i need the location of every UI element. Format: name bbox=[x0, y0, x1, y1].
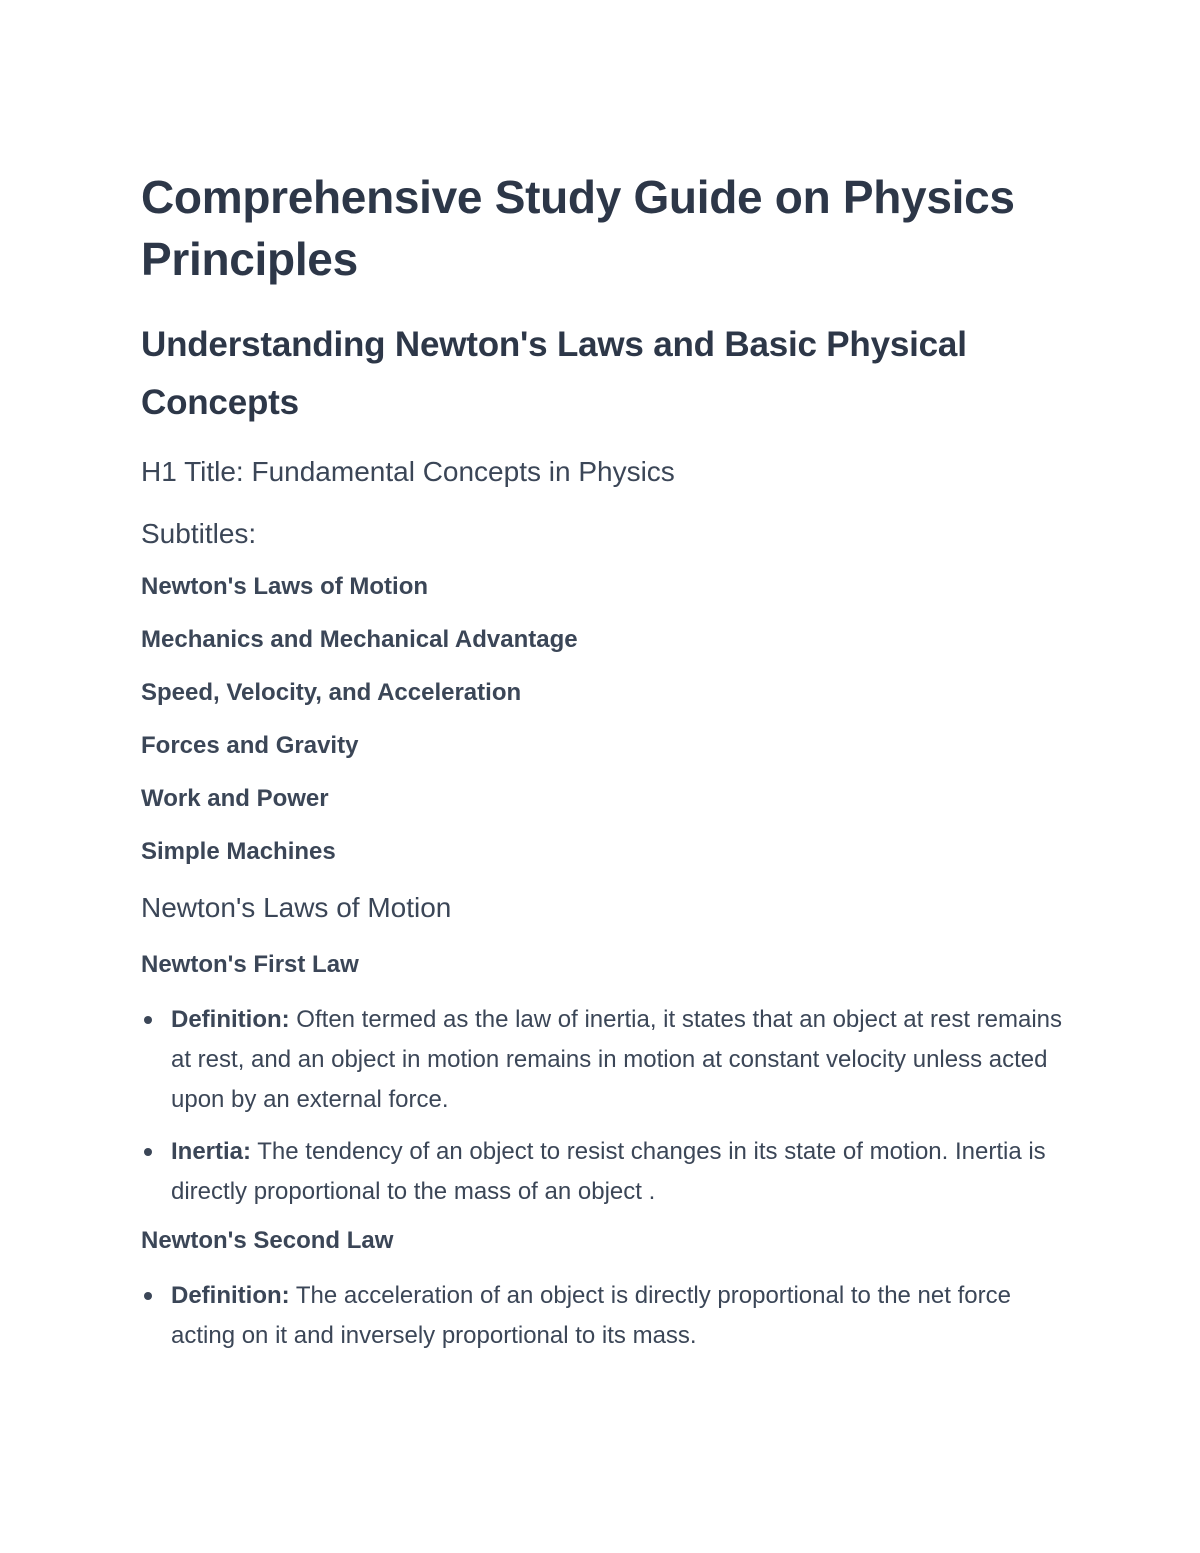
topic-item: Newton's Laws of Motion bbox=[141, 573, 429, 600]
topic-item: Work and Power bbox=[141, 785, 329, 812]
document-page bbox=[141, 166, 1071, 1368]
bullet-dot-icon bbox=[144, 1016, 152, 1024]
bullet-term: Definition: bbox=[171, 1282, 290, 1309]
section-heading-newtons-laws: Newton's Laws of Motion bbox=[141, 892, 452, 923]
bullet-text: The acceleration of an object is directly proportional to the net force acting on it and inversely proportional to its mass. bbox=[171, 1282, 1011, 1349]
topic-item: Simple Machines bbox=[141, 838, 336, 865]
h1-title-line: H1 Title: Fundamental Concepts in Physics bbox=[141, 456, 675, 487]
subtitles-heading: Subtitles: bbox=[141, 518, 257, 549]
topic-item: Mechanics and Mechanical Advantage bbox=[141, 626, 578, 653]
bullet-item bbox=[141, 1132, 1071, 1212]
second-law-bullets bbox=[141, 1276, 1071, 1356]
bullet-item bbox=[141, 1276, 1071, 1356]
bullet-term: Inertia: bbox=[171, 1138, 252, 1165]
bullet-dot-icon bbox=[144, 1148, 152, 1156]
bullet-text: The tendency of an object to resist changes in its state of motion. Inertia is directly proportional to the mass of an object . bbox=[171, 1138, 1046, 1205]
bullet-dot-icon bbox=[144, 1292, 152, 1300]
second-law-heading: Newton's Second Law bbox=[141, 1227, 394, 1254]
bullet-term: Definition: bbox=[171, 1006, 290, 1033]
document-subtitle: Understanding Newton's Laws and Basic Physical Concepts bbox=[141, 325, 967, 422]
topic-item: Forces and Gravity bbox=[141, 732, 359, 759]
bullet-item bbox=[141, 1000, 1071, 1120]
first-law-heading: Newton's First Law bbox=[141, 951, 359, 978]
first-law-bullets bbox=[141, 1000, 1071, 1212]
bullet-text: Often termed as the law of inertia, it states that an object at rest remains at rest, and an object in motion remains in motion at constant velocity unless acted upon by an external force. bbox=[171, 1006, 1063, 1113]
topic-list bbox=[141, 570, 1071, 888]
document-title: Comprehensive Study Guide on Physics Principles bbox=[141, 171, 1015, 285]
topic-item: Speed, Velocity, and Acceleration bbox=[141, 679, 522, 706]
